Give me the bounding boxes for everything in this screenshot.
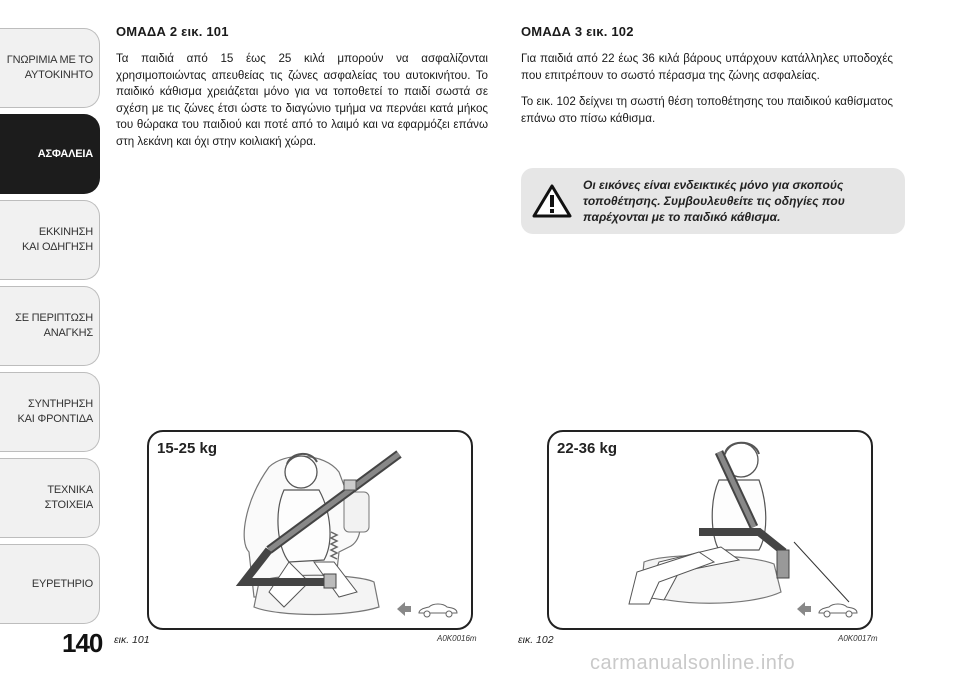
figure-101 (147, 430, 473, 630)
figure-102-caption: εικ. 102 (518, 634, 554, 646)
tab-emergency[interactable]: ΣΕ ΠΕΡΙΠΤΩΣΗ ΑΝΑΓΚΗΣ (0, 286, 100, 366)
figure-101-code: A0K0016m (437, 634, 477, 643)
figure-102-code: A0K0017m (838, 634, 878, 643)
group-3-paragraph-1: Για παιδιά από 22 έως 36 κιλά βάρους υπάρχουν κατάλληλες υποδοχές που επιτρέπουν το σωστό πέρασμα της ζώνης ασφαλείας. (521, 52, 893, 82)
forward-direction-car-icon (795, 598, 859, 620)
figure-101-caption: εικ. 101 (114, 634, 150, 646)
weight-label-22-36: 22-36 kg (557, 440, 618, 457)
forward-direction-car-icon (395, 598, 459, 620)
tab-index[interactable]: ΕΥΡΕΤΗΡΙΟ (0, 544, 100, 624)
right-column (521, 24, 893, 137)
watermark: carmanualsonline.info (590, 652, 796, 674)
warning-box (521, 168, 905, 234)
group-3-paragraph-2: Το εικ. 102 δείχνει τη σωστή θέση τοποθέτησης του παιδικού καθίσματος επάνω στο πίσω κάθισμα. (521, 95, 894, 125)
warning-triangle-icon (521, 184, 583, 218)
tab-safety[interactable]: ΑΣΦΑΛΕΙΑ (0, 114, 100, 194)
group-2-heading: ΟΜΑΔΑ 2 εικ. 101 (116, 24, 229, 39)
warning-text: Οι εικόνες είναι ενδεικτικές μόνο για σκοπούς τοποθέτησης. Συμβουλευθείτε τις οδηγίες που παρέχονται με το παιδικό κάθισμα. (583, 178, 845, 224)
tab-getting-to-know[interactable]: ΓΝΩΡΙΜΙΑ ΜΕ ΤΟ ΑΥΤΟΚΙΝΗΤΟ (0, 28, 100, 108)
page-number: 140 (62, 628, 103, 658)
left-column (116, 24, 488, 160)
group-2-paragraph: Τα παιδιά από 15 έως 25 κιλά μπορούν να ασφαλίζονται χρησιμοποιώντας απευθείας τις ζώνες ασφαλείας του αυτοκινήτου. Το παιδικό κάθισμα χρειάζεται μόνο για να τοποθετεί το παιδί σωστά σε σχέση με τις ζώνες έτσι ώστε το διαγώνιο τμήμα να περνάει κατά μήκος του θώρακα του παιδιού και ποτέ από το λαιμό και να εφαρμόζει επάνω στη λεκάνη και όχι στην κοιλιακή χώρα. (116, 52, 488, 148)
group-3-heading: ΟΜΑΔΑ 3 εικ. 102 (521, 24, 634, 39)
figure-102 (547, 430, 873, 630)
weight-label-15-25: 15-25 kg (157, 440, 218, 457)
tab-technical-data[interactable]: ΤΕΧΝΙΚΑ ΣΤΟΙΧΕΙΑ (0, 458, 100, 538)
tab-starting-driving[interactable]: ΕΚΚΙΝΗΣΗ ΚΑΙ ΟΔΗΓΗΣΗ (0, 200, 100, 280)
tab-maintenance[interactable]: ΣΥΝΤΗΡΗΣΗ ΚΑΙ ΦΡΟΝΤΙΔΑ (0, 372, 100, 452)
